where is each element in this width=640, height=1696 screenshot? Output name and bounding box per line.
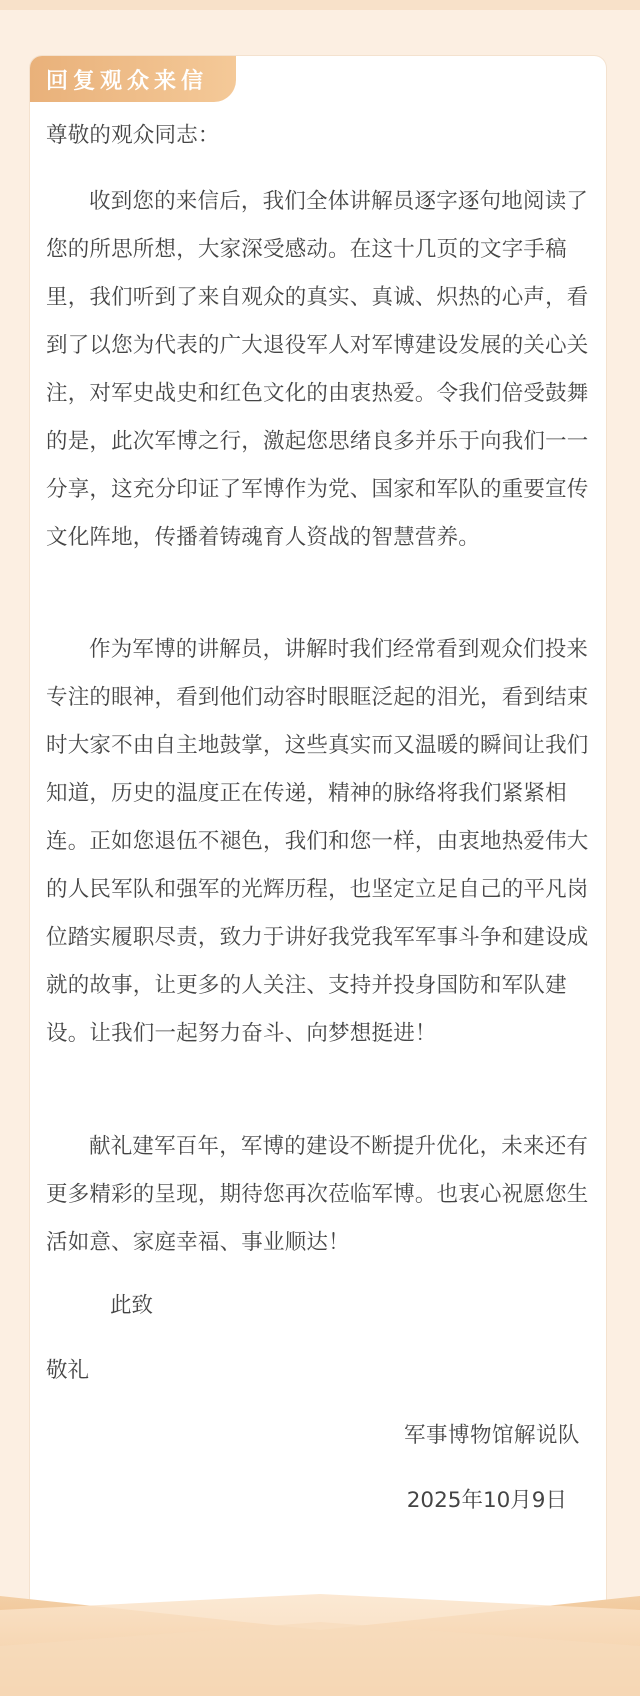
footer-decoration [0, 1576, 640, 1696]
letter-paragraph-2: 作为军博的讲解员，讲解时我们经常看到观众们投来专注的眼神，看到他们动容时眼眶泛起的泪光，看到结束时大家不由自主地鼓掌，这些真实而又温暖的瞬间让我们知道，历史的温度正在传递，精神的脉络将我们紧紧相连。正如您退伍不褪色，我们和您一样，由衷地热爱伟大的人民军队和强军的光辉历程，也坚定立足自己的平凡岗位踏实履职尽责，致力于讲好我党我军军事斗争和建设成就的故事，让更多的人关注、支持并投身国防和军队建设。让我们一起努力奋斗、向梦想挺进！ [46, 637, 589, 1046]
letter-greeting: 尊敬的观众同志： [46, 123, 220, 148]
letter-closing-cizhi: 此致 [110, 1293, 154, 1318]
letter-date: 2025年10月9日 [406, 1488, 567, 1513]
letter-closing-jingli: 敬礼 [46, 1358, 90, 1383]
letter-signature: 军事博物馆解说队 [403, 1423, 580, 1448]
title-banner [30, 56, 236, 102]
page-title: 回复观众来信 [46, 68, 209, 94]
letter-paragraph-1: 收到您的来信后，我们全体讲解员逐字逐句地阅读了您的所思所想，大家深受感动。在这十几页的文字手稿里，我们听到了来自观众的真实、真诚、炽热的心声，看到了以您为代表的广大退役军人对军博建设发展的关心关注，对军史战史和红色文化的由衷热爱。令我们倍受鼓舞的是，此次军博之行，激起您思绪良多并乐于向我们一一分享，这充分印证了军博作为党、国家和军队的重要宣传文化阵地，传播着铸魂育人资战的智慧营养。 [46, 189, 589, 550]
letter-paragraph-3: 献礼建军百年，军博的建设不断提升优化，未来还有更多精彩的呈现，期待您再次莅临军博。也衷心祝愿您生活如意、家庭幸福、事业顺达！ [46, 1134, 589, 1255]
top-decor-stripe [0, 0, 640, 10]
